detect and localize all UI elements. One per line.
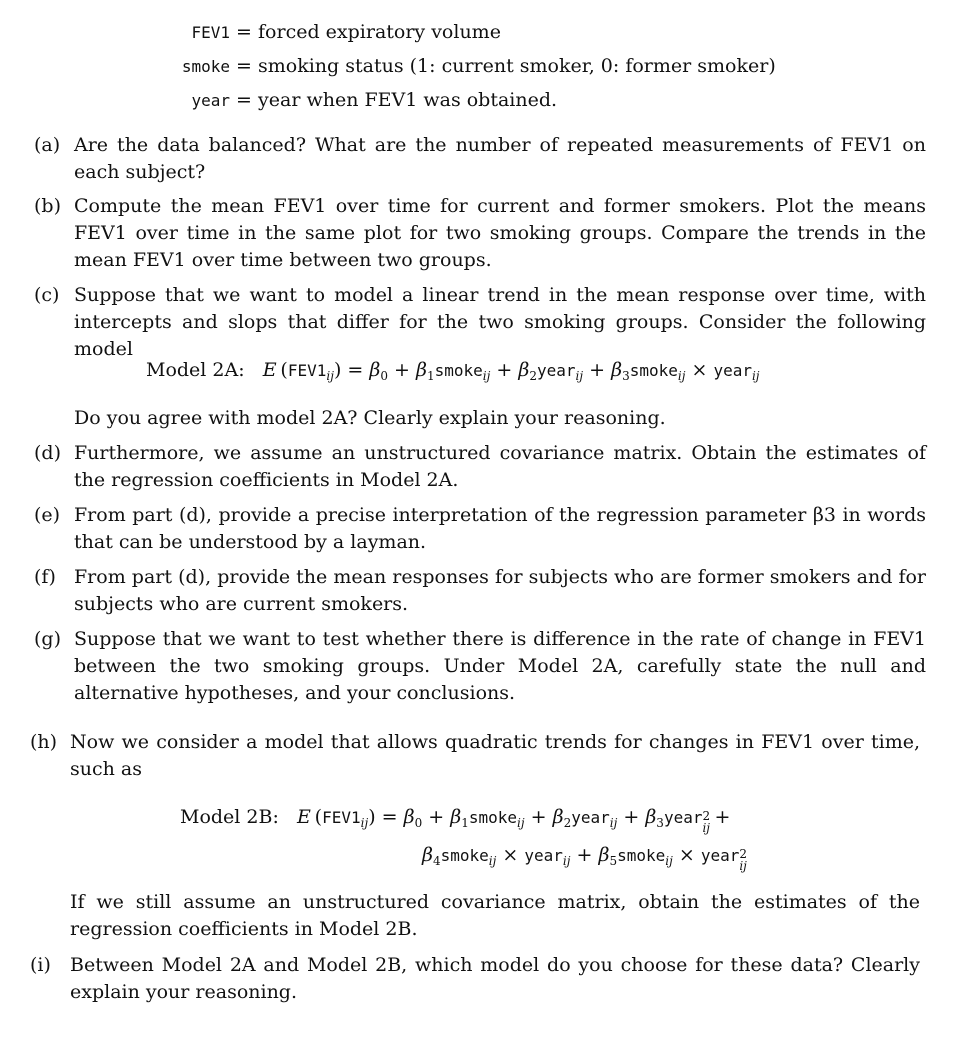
question-a — [34, 132, 926, 186]
question-text: Furthermore, we assume an unstructured covariance matrix. Obtain the estimates of the regression coefficients in Model 2A. — [74, 442, 926, 491]
model-2b-equation-line2: $\beta_4smoke_{ij}$ × year$_{ij}$ + $\beta_5smoke_{ij}$ × year 2 ij — [422, 844, 747, 873]
definition-row: smoke = smoking status (1: current smoker, 0: former smoker) — [170, 52, 776, 86]
question-label: (e) — [34, 504, 61, 526]
question-c — [34, 282, 926, 363]
question-text: Now we consider a model that allows quadratic trends for changes in FEV1 over time, such as — [70, 731, 920, 780]
model-2a-equation: Model 2A: E $(FEV1_{ij}) = \beta_0$ + $\beta_1smoke_{ij}$ + $\beta_2year_{ij}$ + $\beta_3smoke_{ij}$ × year$_{ij}$ — [146, 359, 760, 383]
definitions-list — [170, 18, 776, 120]
question-text: Suppose that we want to model a linear trend in the mean response over time, with intercepts and slops that differ for the two smoking groups. Consider the following model — [74, 284, 926, 360]
definition-variable: FEV1 — [191, 23, 230, 42]
definition-variable: smoke — [181, 57, 230, 76]
question-text: From part (d), provide a precise interpretation of the regression parameter β3 in words that can be understood by a layman. — [74, 504, 926, 553]
model-2b-equation-line1: Model 2B: E $(FEV1_{ij}) = \beta_0$ + $\beta_1smoke_{ij}$ + $\beta_2year_{ij}$ + $\beta_3year$ 2 ij + — [180, 806, 731, 835]
question-g — [34, 626, 926, 707]
question-h — [30, 729, 920, 783]
question-label: (i) — [30, 954, 51, 976]
question-text: Compute the mean FEV1 over time for current and former smokers. Plot the means FEV1 over time in the same plot for two smoking groups. Compare the trends in the mean FEV1 over time between two groups. — [74, 195, 926, 271]
question-f — [34, 564, 926, 618]
question-label: (a) — [34, 134, 61, 156]
question-label: (g) — [34, 628, 61, 650]
question-b — [34, 193, 926, 274]
question-e — [34, 502, 926, 556]
question-label: (d) — [34, 442, 61, 464]
definition-description: forced expiratory volume — [258, 21, 501, 43]
question-c-followup — [34, 405, 926, 432]
model-2a-name: Model 2A: — [146, 359, 245, 381]
question-text: Do you agree with model 2A? Clearly explain your reasoning. — [74, 407, 666, 429]
definition-variable: year — [191, 91, 230, 110]
question-i — [30, 952, 920, 1006]
question-label: (b) — [34, 195, 61, 217]
definition-row: year = year when FEV1 was obtained. — [170, 86, 776, 120]
question-label: (h) — [30, 731, 58, 753]
question-text: Suppose that we want to test whether there is difference in the rate of change in FEV1 between the two smoking groups. Under Model 2A, carefully state the null and alternative hypotheses, and your conclusions. — [74, 628, 926, 704]
question-h-followup — [30, 889, 920, 943]
definition-description: smoking status (1: current smoker, 0: former smoker) — [258, 55, 776, 77]
definition-description: year when FEV1 was obtained. — [258, 89, 558, 111]
question-text: If we still assume an unstructured covariance matrix, obtain the estimates of the regression coefficients in Model 2B. — [70, 891, 920, 940]
question-label: (c) — [34, 284, 60, 306]
question-label: (f) — [34, 566, 56, 588]
question-text: From part (d), provide the mean responses for subjects who are former smokers and for subjects who are current smokers. — [74, 566, 926, 615]
model-2b-name: Model 2B: — [180, 806, 279, 828]
definition-row: FEV1 = forced expiratory volume — [170, 18, 776, 52]
question-text: Are the data balanced? What are the number of repeated measurements of FEV1 on each subject? — [74, 134, 926, 183]
question-d — [34, 440, 926, 494]
question-text: Between Model 2A and Model 2B, which model do you choose for these data? Clearly explain your reasoning. — [70, 954, 920, 1003]
